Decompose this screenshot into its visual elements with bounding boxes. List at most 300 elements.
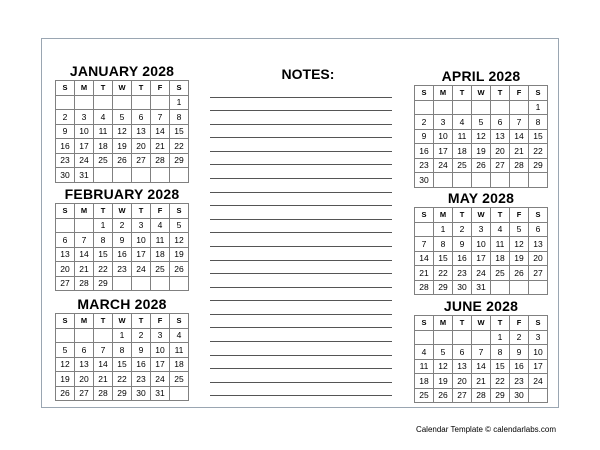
week-row xyxy=(56,168,189,183)
note-line xyxy=(210,206,392,220)
day-cell xyxy=(56,328,75,343)
day-cell: 29 xyxy=(170,153,189,168)
weekday-header: T xyxy=(491,316,510,331)
note-line xyxy=(210,369,392,383)
day-cell: 16 xyxy=(113,247,132,262)
month-title: FEBRUARY 2028 xyxy=(64,186,180,202)
day-cell: 20 xyxy=(56,262,75,277)
day-cell: 1 xyxy=(113,328,132,343)
day-cell: 12 xyxy=(472,129,491,144)
month-title: APRIL 2028 xyxy=(441,68,521,84)
week-row xyxy=(56,153,189,168)
day-cell: 13 xyxy=(529,237,548,252)
day-cell: 26 xyxy=(170,262,189,277)
day-cell xyxy=(132,95,151,110)
day-cell: 7 xyxy=(151,110,170,125)
month-title: JANUARY 2028 xyxy=(69,63,175,79)
week-row xyxy=(415,237,548,252)
month-title: MAY 2028 xyxy=(447,190,515,206)
week-row xyxy=(415,158,548,173)
day-cell: 8 xyxy=(94,233,113,248)
month-grid xyxy=(55,80,189,183)
weekday-header: M xyxy=(75,81,94,96)
day-cell xyxy=(132,276,151,291)
day-cell xyxy=(75,218,94,233)
month-may xyxy=(414,190,548,295)
day-cell: 26 xyxy=(472,158,491,173)
day-cell xyxy=(415,100,434,115)
note-line xyxy=(210,125,392,139)
day-cell: 2 xyxy=(415,115,434,130)
day-cell: 8 xyxy=(113,343,132,358)
week-row xyxy=(415,266,548,281)
day-cell: 10 xyxy=(472,237,491,252)
day-cell xyxy=(510,100,529,115)
day-cell: 29 xyxy=(491,388,510,403)
day-cell: 5 xyxy=(56,343,75,358)
day-cell: 28 xyxy=(472,388,491,403)
day-cell: 19 xyxy=(472,144,491,159)
day-cell: 31 xyxy=(75,168,94,183)
day-cell: 12 xyxy=(510,237,529,252)
day-cell: 11 xyxy=(170,343,189,358)
day-cell: 10 xyxy=(151,343,170,358)
day-cell: 4 xyxy=(453,115,472,130)
day-cell: 8 xyxy=(529,115,548,130)
day-cell: 29 xyxy=(113,386,132,401)
day-cell: 18 xyxy=(151,247,170,262)
day-cell: 17 xyxy=(75,139,94,154)
weekday-header: S xyxy=(415,316,434,331)
day-cell: 19 xyxy=(170,247,189,262)
day-cell: 27 xyxy=(132,153,151,168)
day-cell: 22 xyxy=(94,262,113,277)
day-cell: 30 xyxy=(415,173,434,188)
day-cell: 25 xyxy=(415,388,434,403)
weekday-header: T xyxy=(453,316,472,331)
day-cell: 15 xyxy=(529,129,548,144)
day-cell: 1 xyxy=(434,222,453,237)
day-cell xyxy=(434,100,453,115)
month-january xyxy=(55,63,189,183)
week-row xyxy=(415,115,548,130)
day-cell: 16 xyxy=(453,251,472,266)
day-cell: 25 xyxy=(170,372,189,387)
day-cell: 24 xyxy=(434,158,453,173)
day-cell: 25 xyxy=(453,158,472,173)
day-cell xyxy=(151,276,170,291)
day-cell: 12 xyxy=(113,124,132,139)
day-cell: 15 xyxy=(113,357,132,372)
day-cell: 27 xyxy=(529,266,548,281)
weekday-header: F xyxy=(151,314,170,329)
day-cell: 17 xyxy=(529,359,548,374)
day-cell: 7 xyxy=(510,115,529,130)
day-cell: 5 xyxy=(434,345,453,360)
note-line xyxy=(210,193,392,207)
day-cell: 16 xyxy=(56,139,75,154)
day-cell xyxy=(491,173,510,188)
day-cell xyxy=(132,168,151,183)
week-row xyxy=(415,222,548,237)
day-cell: 1 xyxy=(94,218,113,233)
day-cell: 13 xyxy=(75,357,94,372)
day-cell: 14 xyxy=(151,124,170,139)
weekday-header-row xyxy=(415,208,548,223)
day-cell xyxy=(529,173,548,188)
day-cell: 6 xyxy=(491,115,510,130)
month-grid xyxy=(414,85,548,188)
month-february xyxy=(55,186,189,291)
week-row xyxy=(56,233,189,248)
day-cell xyxy=(151,95,170,110)
day-cell: 12 xyxy=(56,357,75,372)
day-cell: 7 xyxy=(415,237,434,252)
weekday-header: S xyxy=(415,208,434,223)
day-cell: 20 xyxy=(132,139,151,154)
week-row xyxy=(56,139,189,154)
weekday-header: W xyxy=(113,314,132,329)
weekday-header: S xyxy=(529,316,548,331)
day-cell: 28 xyxy=(510,158,529,173)
day-cell: 13 xyxy=(453,359,472,374)
day-cell: 28 xyxy=(75,276,94,291)
footer-credit: Calendar Template © calendarlabs.com xyxy=(415,425,556,434)
day-cell: 26 xyxy=(56,386,75,401)
day-cell: 7 xyxy=(94,343,113,358)
note-line xyxy=(210,261,392,275)
day-cell: 18 xyxy=(491,251,510,266)
day-cell: 26 xyxy=(510,266,529,281)
day-cell: 2 xyxy=(56,110,75,125)
day-cell xyxy=(529,280,548,295)
week-row xyxy=(56,124,189,139)
day-cell: 3 xyxy=(132,218,151,233)
day-cell: 8 xyxy=(491,345,510,360)
week-row xyxy=(56,343,189,358)
day-cell: 13 xyxy=(132,124,151,139)
day-cell xyxy=(510,280,529,295)
day-cell: 17 xyxy=(472,251,491,266)
day-cell xyxy=(151,168,170,183)
day-cell: 21 xyxy=(94,372,113,387)
day-cell xyxy=(453,330,472,345)
day-cell: 23 xyxy=(453,266,472,281)
day-cell: 23 xyxy=(113,262,132,277)
day-cell: 7 xyxy=(472,345,491,360)
weekday-header: W xyxy=(472,208,491,223)
day-cell: 17 xyxy=(434,144,453,159)
day-cell: 28 xyxy=(415,280,434,295)
weekday-header: F xyxy=(151,81,170,96)
week-row xyxy=(56,95,189,110)
day-cell: 1 xyxy=(170,95,189,110)
week-row xyxy=(56,386,189,401)
day-cell: 14 xyxy=(415,251,434,266)
day-cell: 30 xyxy=(132,386,151,401)
weekday-header: T xyxy=(491,208,510,223)
notes-title: NOTES: xyxy=(281,66,335,82)
week-row xyxy=(415,251,548,266)
day-cell: 21 xyxy=(472,374,491,389)
day-cell: 10 xyxy=(434,129,453,144)
day-cell: 23 xyxy=(56,153,75,168)
day-cell: 5 xyxy=(510,222,529,237)
day-cell: 24 xyxy=(529,374,548,389)
day-cell: 20 xyxy=(453,374,472,389)
note-line xyxy=(210,98,392,112)
day-cell xyxy=(415,222,434,237)
week-row xyxy=(415,374,548,389)
day-cell: 14 xyxy=(510,129,529,144)
notes-lines xyxy=(210,84,392,396)
note-line xyxy=(210,220,392,234)
day-cell: 1 xyxy=(491,330,510,345)
day-cell: 20 xyxy=(491,144,510,159)
day-cell: 25 xyxy=(151,262,170,277)
day-cell xyxy=(434,330,453,345)
day-cell xyxy=(56,95,75,110)
day-cell: 11 xyxy=(94,124,113,139)
day-cell: 23 xyxy=(510,374,529,389)
day-cell xyxy=(529,388,548,403)
day-cell: 22 xyxy=(529,144,548,159)
day-cell: 29 xyxy=(434,280,453,295)
day-cell: 9 xyxy=(56,124,75,139)
day-cell: 27 xyxy=(453,388,472,403)
note-line xyxy=(210,152,392,166)
day-cell: 14 xyxy=(472,359,491,374)
day-cell xyxy=(94,328,113,343)
day-cell: 18 xyxy=(170,357,189,372)
weekday-header: S xyxy=(56,204,75,219)
day-cell: 4 xyxy=(151,218,170,233)
day-cell: 27 xyxy=(491,158,510,173)
weekday-header: T xyxy=(453,208,472,223)
day-cell: 19 xyxy=(510,251,529,266)
month-june xyxy=(414,298,548,403)
weekday-header: T xyxy=(94,81,113,96)
day-cell: 6 xyxy=(132,110,151,125)
day-cell: 22 xyxy=(170,139,189,154)
month-april xyxy=(414,68,548,188)
day-cell: 24 xyxy=(151,372,170,387)
day-cell: 30 xyxy=(453,280,472,295)
day-cell: 9 xyxy=(510,345,529,360)
weekday-header: W xyxy=(472,86,491,101)
day-cell xyxy=(453,173,472,188)
day-cell: 22 xyxy=(491,374,510,389)
weekday-header: S xyxy=(415,86,434,101)
day-cell: 13 xyxy=(491,129,510,144)
note-line xyxy=(210,179,392,193)
day-cell xyxy=(75,95,94,110)
weekday-header: M xyxy=(434,86,453,101)
day-cell: 16 xyxy=(132,357,151,372)
month-march xyxy=(55,296,189,401)
day-cell: 15 xyxy=(434,251,453,266)
day-cell: 5 xyxy=(472,115,491,130)
day-cell: 9 xyxy=(132,343,151,358)
day-cell: 2 xyxy=(510,330,529,345)
note-line xyxy=(210,342,392,356)
month-title: JUNE 2028 xyxy=(443,298,519,314)
note-line xyxy=(210,84,392,98)
day-cell: 26 xyxy=(434,388,453,403)
day-cell: 10 xyxy=(75,124,94,139)
weekday-header: T xyxy=(132,314,151,329)
day-cell: 3 xyxy=(434,115,453,130)
week-row xyxy=(415,129,548,144)
day-cell xyxy=(56,218,75,233)
day-cell xyxy=(113,168,132,183)
day-cell xyxy=(113,276,132,291)
day-cell: 30 xyxy=(56,168,75,183)
week-row xyxy=(56,110,189,125)
weekday-header: S xyxy=(170,81,189,96)
day-cell: 22 xyxy=(113,372,132,387)
weekday-header: W xyxy=(472,316,491,331)
weekday-header: F xyxy=(510,86,529,101)
weekday-header: M xyxy=(434,208,453,223)
week-row xyxy=(415,280,548,295)
day-cell: 1 xyxy=(529,100,548,115)
week-row xyxy=(56,276,189,291)
week-row xyxy=(56,218,189,233)
note-line xyxy=(210,111,392,125)
note-line xyxy=(210,233,392,247)
day-cell: 21 xyxy=(415,266,434,281)
day-cell xyxy=(170,386,189,401)
week-row xyxy=(56,357,189,372)
day-cell: 9 xyxy=(113,233,132,248)
day-cell: 27 xyxy=(75,386,94,401)
day-cell: 3 xyxy=(472,222,491,237)
day-cell: 6 xyxy=(56,233,75,248)
day-cell: 6 xyxy=(75,343,94,358)
day-cell: 10 xyxy=(529,345,548,360)
day-cell: 3 xyxy=(151,328,170,343)
day-cell: 24 xyxy=(472,266,491,281)
day-cell: 4 xyxy=(491,222,510,237)
day-cell xyxy=(170,168,189,183)
week-row xyxy=(415,330,548,345)
week-row xyxy=(415,173,548,188)
month-title: MARCH 2028 xyxy=(77,296,167,312)
week-row xyxy=(415,144,548,159)
day-cell: 15 xyxy=(491,359,510,374)
day-cell: 15 xyxy=(94,247,113,262)
weekday-header: T xyxy=(453,86,472,101)
note-line xyxy=(210,165,392,179)
note-line xyxy=(210,383,392,397)
month-grid xyxy=(55,203,189,291)
day-cell: 5 xyxy=(170,218,189,233)
day-cell: 29 xyxy=(529,158,548,173)
weekday-header: T xyxy=(94,204,113,219)
note-line xyxy=(210,315,392,329)
weekday-header-row xyxy=(56,81,189,96)
day-cell: 5 xyxy=(113,110,132,125)
day-cell: 21 xyxy=(510,144,529,159)
day-cell: 9 xyxy=(453,237,472,252)
weekday-header-row xyxy=(415,86,548,101)
day-cell xyxy=(94,168,113,183)
day-cell: 6 xyxy=(529,222,548,237)
day-cell: 30 xyxy=(510,388,529,403)
day-cell xyxy=(491,100,510,115)
weekday-header-row xyxy=(56,204,189,219)
weekday-header: F xyxy=(510,208,529,223)
day-cell: 31 xyxy=(151,386,170,401)
day-cell: 21 xyxy=(151,139,170,154)
week-row xyxy=(56,262,189,277)
month-grid xyxy=(414,207,548,295)
day-cell: 2 xyxy=(132,328,151,343)
day-cell: 20 xyxy=(75,372,94,387)
week-row xyxy=(415,100,548,115)
day-cell: 16 xyxy=(510,359,529,374)
day-cell: 18 xyxy=(415,374,434,389)
day-cell xyxy=(113,95,132,110)
weekday-header: S xyxy=(56,81,75,96)
day-cell: 9 xyxy=(415,129,434,144)
weekday-header: M xyxy=(75,204,94,219)
weekday-header: F xyxy=(151,204,170,219)
day-cell: 2 xyxy=(453,222,472,237)
weekday-header: S xyxy=(529,86,548,101)
day-cell: 25 xyxy=(94,153,113,168)
day-cell: 11 xyxy=(151,233,170,248)
day-cell: 23 xyxy=(132,372,151,387)
day-cell: 2 xyxy=(113,218,132,233)
weekday-header: W xyxy=(113,81,132,96)
day-cell: 25 xyxy=(491,266,510,281)
day-cell: 13 xyxy=(56,247,75,262)
week-row xyxy=(415,345,548,360)
day-cell: 14 xyxy=(94,357,113,372)
day-cell: 19 xyxy=(113,139,132,154)
day-cell: 18 xyxy=(94,139,113,154)
note-line xyxy=(210,288,392,302)
day-cell: 4 xyxy=(170,328,189,343)
day-cell: 4 xyxy=(415,345,434,360)
day-cell xyxy=(510,173,529,188)
weekday-header: T xyxy=(94,314,113,329)
day-cell: 16 xyxy=(415,144,434,159)
day-cell xyxy=(94,95,113,110)
weekday-header: F xyxy=(510,316,529,331)
weekday-header-row xyxy=(415,316,548,331)
day-cell: 28 xyxy=(151,153,170,168)
day-cell: 15 xyxy=(170,124,189,139)
weekday-header: M xyxy=(434,316,453,331)
day-cell: 17 xyxy=(151,357,170,372)
note-line xyxy=(210,356,392,370)
day-cell: 20 xyxy=(529,251,548,266)
day-cell: 8 xyxy=(170,110,189,125)
day-cell: 3 xyxy=(529,330,548,345)
day-cell: 18 xyxy=(453,144,472,159)
month-grid xyxy=(414,315,548,403)
weekday-header: W xyxy=(113,204,132,219)
day-cell xyxy=(415,330,434,345)
day-cell: 29 xyxy=(94,276,113,291)
day-cell: 12 xyxy=(434,359,453,374)
weekday-header: S xyxy=(170,204,189,219)
week-row xyxy=(56,247,189,262)
note-line xyxy=(210,328,392,342)
